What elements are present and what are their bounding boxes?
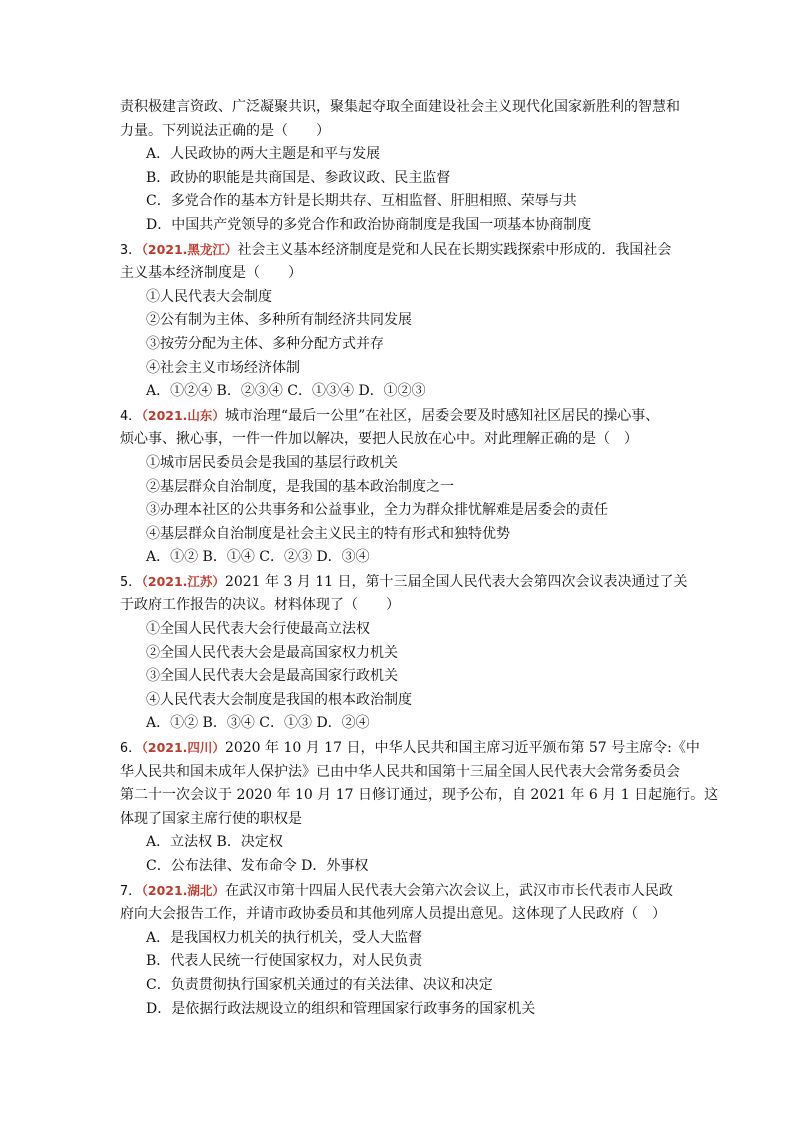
- question-source: （2021.黑龙江）: [141, 241, 238, 257]
- option-c: C．多党合作的基本方针是长期共存、互相监督、肝胆相照、荣辱与共: [146, 193, 577, 210]
- question-text: 在武汉市第十四届人民代表大会第六次会议上，武汉市市长代表市人民政: [224, 882, 673, 899]
- statement-item: ④人民代表大会制度是我国的根本政治制度: [146, 691, 412, 708]
- question-stem: 体现了国家主席行使的职权是: [120, 810, 302, 827]
- question-stem: 第二十一次会议于 2020 年 10 月 17 日修订通过，现予公布，自 2021 年 6 月 1 日起施行。这: [120, 787, 719, 804]
- statement-item: ①城市居民委员会是我国的基层行政机关: [146, 454, 398, 471]
- question-source: （2021.山东）: [141, 407, 225, 423]
- statement-item: ①全国人民代表大会行使最高立法权: [146, 621, 370, 638]
- option-b: B．代表人民统一行使国家权力，对人民负责: [146, 953, 423, 970]
- question-source: （2021.四川）: [141, 740, 225, 756]
- question-text: 2020 年 10 月 17 日，中华人民共和国主席习近平颁布第 57 号主席令:《中: [224, 740, 700, 757]
- option-b: B．政协的职能是共商国是、参政议政、民主监督: [146, 169, 451, 186]
- question-number: 3．: [120, 241, 142, 258]
- answer-options: A．①② B．③④ C．①③ D．②④: [146, 715, 370, 732]
- statement-item: ③办理本社区的公共事务和公益事业，全力为群众排忧解难是居委会的责任: [146, 502, 608, 519]
- option-row: C．公布法律、发布命令 D．外事权: [146, 858, 369, 874]
- question-stem: 力量。下列说法正确的是（ ）: [120, 122, 330, 139]
- statement-item: ④社会主义市场经济体制: [146, 359, 300, 376]
- statement-item: ③按劳分配为主体、多种分配方式并存: [146, 335, 384, 352]
- question-7: [120, 879, 690, 1022]
- option-d: D．是依据行政法规设立的组织和管理国家行政事务的国家机关: [146, 1000, 536, 1017]
- question-stem: [120, 879, 690, 904]
- question-text: 2021 年 3 月 11 日，第十三届全国人民代表大会第四次会议表决通过了关: [224, 573, 688, 590]
- statement-item: ②公有制为主体、多种所有制经济共同发展: [146, 312, 412, 329]
- exam-page: [120, 96, 719, 1021]
- option-d: D．中国共产党领导的多党合作和政治协商制度是我国一项基本协商制度: [146, 216, 592, 233]
- question-3: [120, 238, 690, 404]
- question-stem: 于政府工作报告的决议。材料体现了（ ）: [120, 597, 400, 614]
- question-text: 社会主义基本经济制度是党和人民在长期实践探索中形成的．我国社会: [237, 241, 672, 258]
- statement-item: ②全国人民代表大会是最高国家权力机关: [146, 644, 398, 661]
- question-stem: [120, 736, 700, 761]
- question-stem: [120, 570, 690, 595]
- question-stem: 主义基本经济制度是（ ）: [120, 265, 302, 282]
- answer-options: A．①② B．①④ C．②③ D．③④: [146, 549, 370, 566]
- statement-item: ②基层群众自治制度，是我国的基本政治制度之一: [146, 478, 454, 495]
- question-2: [120, 96, 690, 238]
- statement-item: ④基层群众自治制度是社会主义民主的特有形式和独特优势: [146, 525, 510, 542]
- question-stem: 华人民共和国未成年人保护法》已由中华人民共和国第十三届全国人民代表大会常务委员会: [120, 763, 680, 780]
- question-stem: 府向大会报告工作，并请市政协委员和其他列席人员提出意见。这体现了人民政府（ ）: [120, 906, 666, 923]
- option-a: A．人民政协的两大主题是和平与发展: [146, 146, 381, 163]
- question-stem: [120, 238, 690, 263]
- question-stem: [120, 404, 690, 429]
- question-text: 城市治理“最后一公里”在社区，居委会要及时感知社区居民的操心事、: [224, 407, 660, 424]
- question-number: 5．: [120, 573, 142, 590]
- answer-options: A．①②④ B．②③④ C．①③④ D．①②③: [146, 383, 426, 400]
- statement-item: ③全国人民代表大会是最高国家行政机关: [146, 668, 398, 685]
- option-row: A．立法权 B．决定权: [146, 834, 283, 851]
- question-number: 4．: [120, 407, 142, 424]
- question-6: [120, 736, 719, 879]
- question-stem: 责积极建言资政、广泛凝聚共识，聚集起夺取全面建设社会主义现代化国家新胜利的智慧和: [120, 99, 680, 115]
- question-source: （2021.湖北）: [141, 882, 225, 898]
- question-number: 6．: [120, 740, 142, 757]
- question-source: （2021.江苏）: [141, 573, 225, 589]
- question-4: [120, 404, 690, 570]
- question-5: [120, 570, 690, 736]
- question-number: 7．: [120, 882, 142, 899]
- option-c: C．负责贯彻执行国家机关通过的有关法律、决议和决定: [146, 976, 493, 993]
- option-a: A．是我国权力机关的执行机关，受人大监督: [146, 929, 423, 946]
- question-stem: 烦心事、揪心事，一件一件加以解决，要把人民放在心中。对此理解正确的是（ ）: [120, 431, 638, 448]
- statement-item: ①人民代表大会制度: [146, 288, 272, 305]
